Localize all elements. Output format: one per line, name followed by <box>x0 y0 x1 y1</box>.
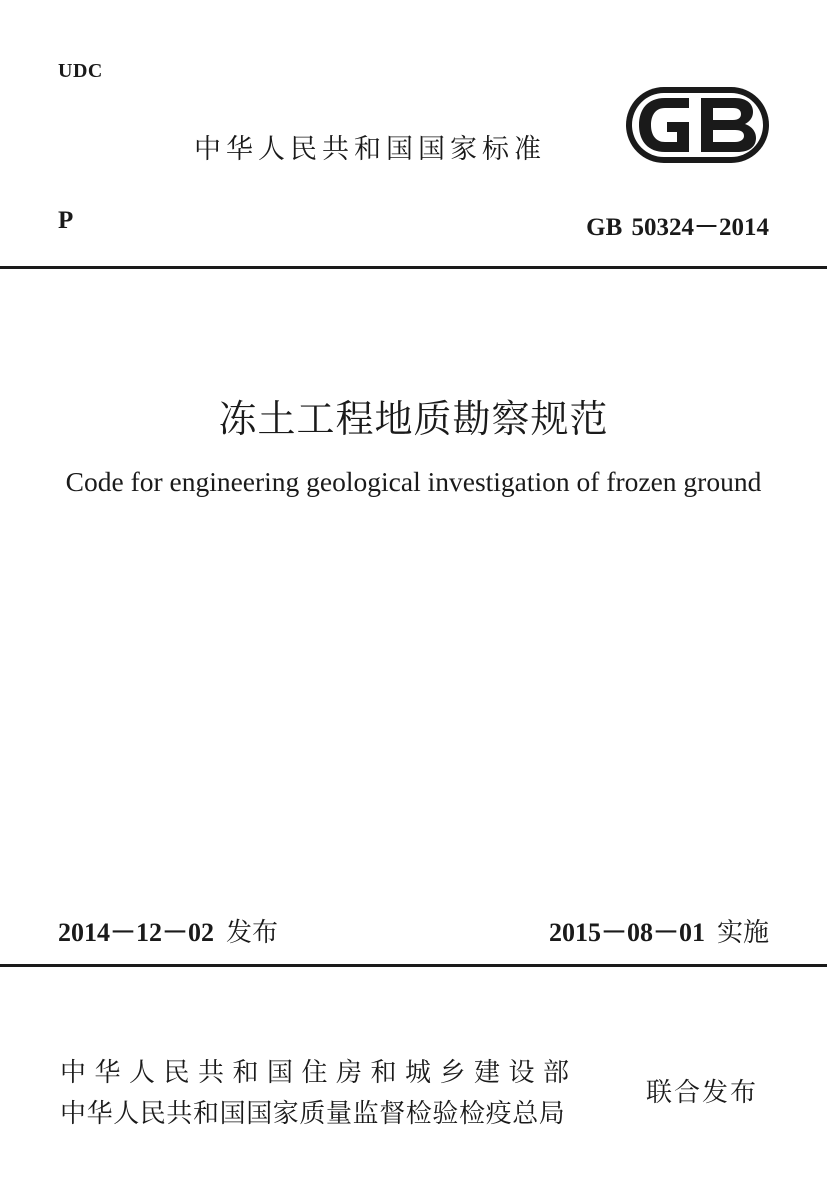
issuer-quality-administration: 中华人民共和国国家质量监督检验检疫总局 <box>60 1099 566 1129</box>
top-divider <box>0 266 827 269</box>
issue-date-line <box>58 912 278 949</box>
classification-code: P <box>58 207 74 234</box>
bottom-divider <box>0 964 827 967</box>
joint-release-label: 联合发布 <box>646 1078 759 1108</box>
issue-label: 发布 <box>226 918 279 948</box>
gb-logo <box>625 86 770 164</box>
standard-number: GB 50324－2014 <box>586 214 769 241</box>
implementation-date-line <box>549 912 769 949</box>
document-title-english: Code for engineering geological investigation of frozen ground <box>65 466 762 497</box>
udc-label: UDC <box>58 60 103 82</box>
issuer-ministry-housing: 中华人民共和国住房和城乡建设部 <box>60 1058 578 1088</box>
gb-logo-icon <box>625 86 770 164</box>
implementation-label: 实施 <box>716 918 769 948</box>
implementation-date: 2015－08－01 <box>548 918 705 947</box>
national-standard-heading: 中华人民共和国国家标准 <box>194 134 546 165</box>
issue-date: 2014－12－02 <box>58 918 215 947</box>
document-title-chinese: 冻土工程地质勘察规范 <box>218 397 609 441</box>
